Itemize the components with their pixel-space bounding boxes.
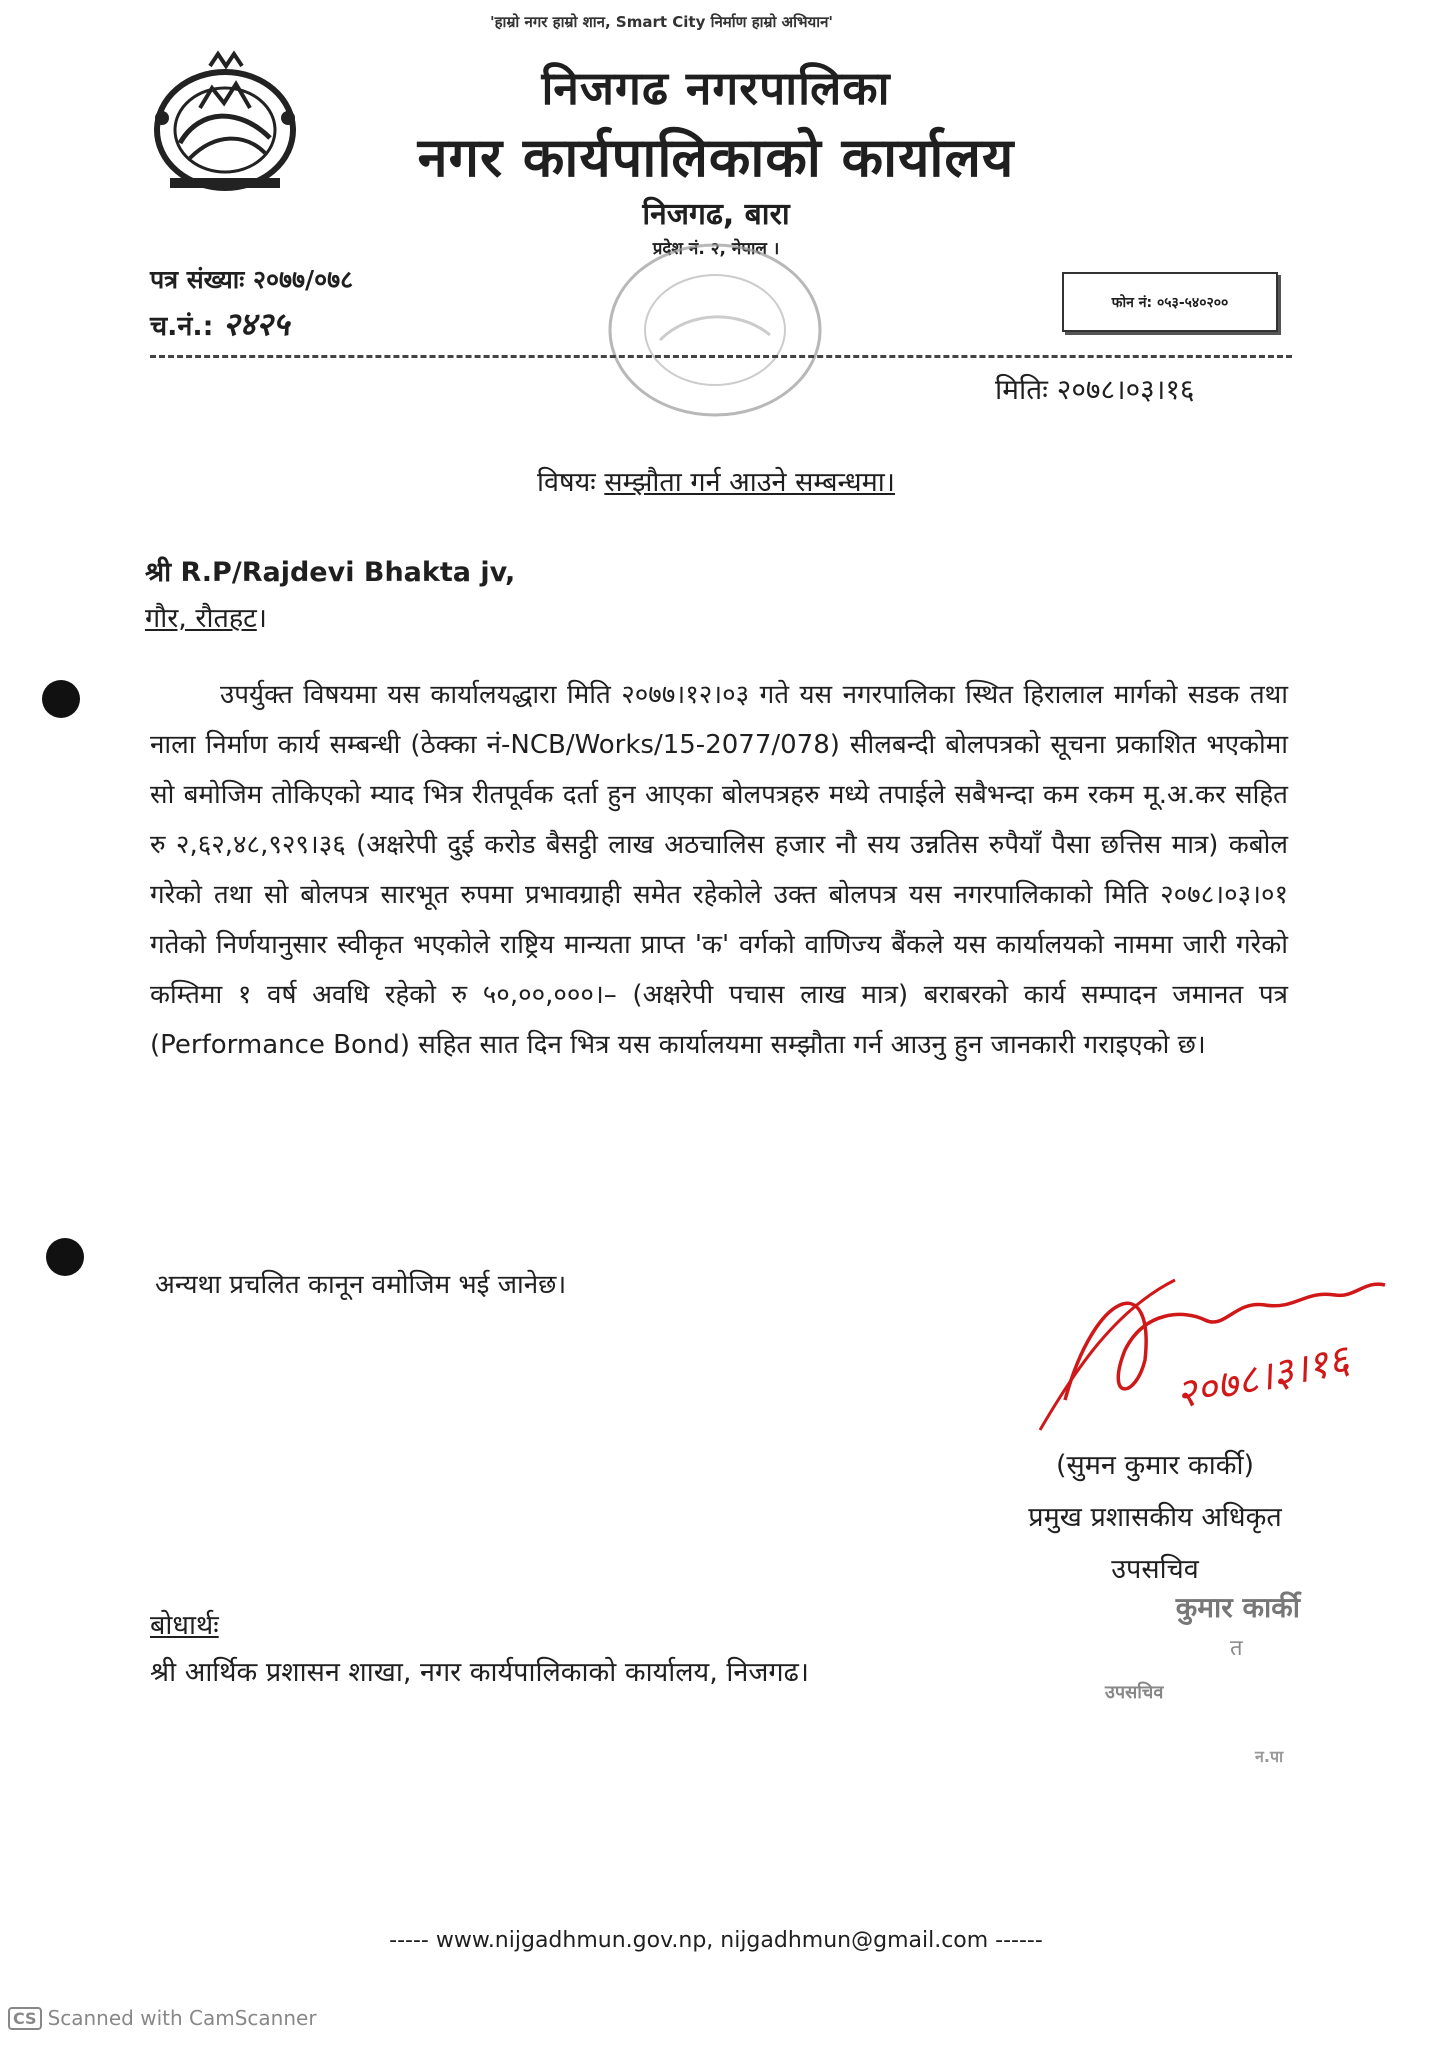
letter-date: मितिः २०७८।०३।१६ bbox=[995, 373, 1195, 406]
faded-stamp-name: कुमार कार्की bbox=[1175, 1591, 1300, 1624]
slogan: 'हाम्रो नगर हाम्रो शान, Smart City निर्माण हाम्रो अभियान' bbox=[490, 13, 834, 31]
punch-hole-icon bbox=[46, 1238, 84, 1276]
office-stamp-icon bbox=[590, 230, 840, 430]
subject-label: विषयः bbox=[536, 467, 596, 498]
faded-stamp-rank: उपसचिव bbox=[1105, 1682, 1164, 1703]
dispatch-number bbox=[150, 302, 289, 345]
signatory-title: प्रमुख प्रशासकीय अधिकृत bbox=[1028, 1502, 1282, 1533]
dispatch-label: च.नं.: bbox=[150, 311, 214, 342]
signature-date: २०७८।३।१६ bbox=[1171, 1336, 1354, 1419]
scanner-label: Scanned with CamScanner bbox=[47, 2006, 317, 2030]
recipient-address-text: गौर, रौतहट bbox=[145, 603, 257, 634]
recipient-name: श्री R.P/Rajdevi Bhakta jv, bbox=[145, 557, 516, 588]
province-line: प्रदेश नं. २, नेपाल । bbox=[652, 239, 780, 259]
faded-stamp-title: त bbox=[1230, 1636, 1243, 1661]
letter-body bbox=[150, 670, 1288, 1070]
recipient-address-end: । bbox=[256, 603, 268, 634]
signatory-rank: उपसचिव bbox=[1111, 1554, 1199, 1585]
dispatch-value: २४२५ bbox=[222, 305, 290, 343]
signatory-name: (सुमन कुमार कार्की) bbox=[1056, 1450, 1254, 1481]
office-address: निजगढ, बारा bbox=[642, 197, 790, 232]
header-divider bbox=[150, 355, 1292, 358]
office-name: नगर कार्यपालिकाको कार्यालय bbox=[417, 126, 1015, 189]
faded-stamp-extra: न.पा bbox=[1255, 1747, 1284, 1766]
letter-reference-number: पत्र संख्याः २०७७/०७८ bbox=[150, 265, 354, 294]
scanner-watermark bbox=[8, 2006, 317, 2030]
footer-contact: ----- www.nijgadhmun.gov.np, nijgadhmun@gmail.com ------ bbox=[389, 1928, 1043, 1953]
subject-line bbox=[0, 462, 1432, 499]
letter-closing: अन्यथा प्रचलित कानून वमोजिम भई जानेछ। bbox=[155, 1270, 567, 1300]
phone-box: फोन नं: ०५३-५४०२०० bbox=[1062, 272, 1278, 332]
municipality-name: निजगढ नगरपालिका bbox=[541, 61, 891, 115]
cc-label: बोधार्थः bbox=[150, 1610, 219, 1641]
signature-block bbox=[985, 1440, 1325, 1596]
cc-recipient: श्री आर्थिक प्रशासन शाखा, नगर कार्यपालिकाको कार्यालय, निजगढ। bbox=[150, 1657, 810, 1688]
punch-hole-icon bbox=[42, 680, 80, 718]
recipient-address bbox=[145, 598, 267, 635]
signature-icon bbox=[1035, 1250, 1415, 1450]
subject-text: सम्झौता गर्न आउने सम्बन्धमा। bbox=[604, 467, 896, 498]
letter-body-text: उपर्युक्त विषयमा यस कार्यालयद्धारा मिति २०७७।१२।०३ गते यस नगरपालिका स्थित हिरालाल मार्गको सडक तथा नाला निर्माण कार्य सम्बन्धी (ठेक्का नं-NCB/Works/15-2077/078) सीलबन्दी बोलपत्रको सूचना प्रकाशित भएकोमा सो बमोजिम तोकिएको म्याद भित्र रीतपूर्वक दर्ता हुन आएका बोलपत्रहरु मध्ये तपाईले सबैभन्दा कम रकम मू.अ.कर सहित रु २,६२,४८,९२९।३६ (अक्षरेपी दुई करोड बैसट्ठी लाख अठचालिस हजार नौ सय उन्नतिस रुपैयाँ पैसा छत्तिस मात्र) कबोल गरेको तथा सो बोलपत्र सारभूत रुपमा प्रभावग्राही समेत रहेकोले उक्त बोलपत्र यस नगरपालिकाको मिति २०७८।०३।०१ गतेको निर्णयानुसार स्वीकृत भएकोले राष्ट्रिय मान्यता प्राप्त 'क' वर्गको वाणिज्य बैंकले यस कार्यालयको नाममा जारी गरेको कम्तिमा १ वर्ष अवधि रहेको रु ५०,००,०००।– (अक्षरेपी पचास लाख मात्र) बराबरको कार्य सम्पादन जमानत पत्र (Performance Bond) सहित सात दिन भित्र यस कार्यालयमा सम्झौता गर्न आउनु हुन जानकारी गराइएको छ। bbox=[150, 680, 1288, 1060]
camscanner-icon: CS bbox=[8, 2007, 42, 2030]
